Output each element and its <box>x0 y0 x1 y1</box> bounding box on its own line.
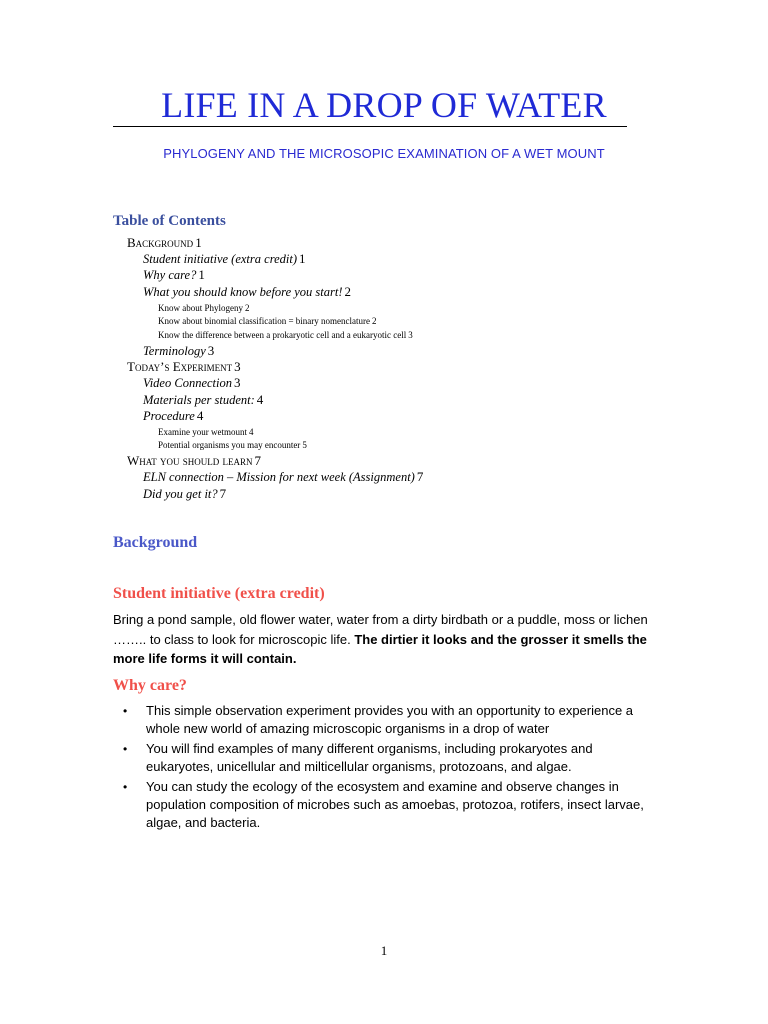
student-initiative-bold-text: The dirtier it looks and the grosser it smells the more life forms it will contain. <box>113 631 647 666</box>
section-heading-student-initiative: Student initiative (extra credit) <box>113 585 325 602</box>
bullet-icon: • <box>123 742 128 756</box>
bullet-icon: • <box>123 780 128 794</box>
list-item: • You can study the ecology of the ecosystem and examine and observe changes in population composition of microbes such as amoebas, protozoa, rotifers, insect larvae, algae, and bacteria. <box>123 779 644 830</box>
document-page: LIFE IN A DROP OF WATER PHYLOGENY AND THE MICROSOPIC EXAMINATION OF A WET MOUNT Table of Contents Background 1 Student initiative (extra credit) 1 Why care? 1 What you should know before you start! 2 Know about Phylogeny 2 Know about binomial classification = binary nomenclature 2 Know the difference between a prokaryotic cell and a eukaryotic cell 3 Terminology 3 Today’s Experiment 3 Video Connection 3 Materials per student: 4 Procedure 4 Examine your wetmount 4 Potential organisms you may encounter 5 What you should learn 7 ELN connection – Mission for next week (Assignment) 7 Did you get it? 7 Background Student initiative (extra credit) Bring a pond sample, old flower water, water from a dirty birdbath or a puddle, moss or lichen …….. to class to look for microscopic life. The dirtier it looks and the grosser it smells the more life forms it will contain. Why care? • This simple observation experiment provides you with an opportunity to experience a whole new world of amazing microscopic organisms in a drop of water • You will find examples of many different organisms, including prokaryotes and eukaryotes, unicellular and milticellular organisms, protozoans, and algae. • You can study the ecology of the ecosystem and examine and observe changes in population composition of microbes such as amoebas, protozoa, rotifers, insect larvae, algae, and bacteria. 1 <box>0 0 768 1024</box>
page-number: 1 <box>380 943 388 958</box>
bullet-icon: • <box>123 704 128 718</box>
list-item: • You will find examples of many different organisms, including prokaryotes and eukaryotes, unicellular and milticellular organisms, protozoans, and algae. <box>123 741 593 774</box>
student-initiative-paragraph <box>113 610 658 669</box>
document-subtitle: PHYLOGENY AND THE MICROSOPIC EXAMINATION OF A WET MOUNT <box>163 146 605 161</box>
section-heading-background: Background <box>113 534 198 551</box>
list-item: • This simple observation experiment provides you with an opportunity to experience a whole new world of amazing microscopic organisms in a drop of water <box>123 703 634 736</box>
toc-heading: Table of Contents <box>113 213 226 229</box>
title-underline <box>113 126 627 127</box>
student-initiative-text: Bring a pond sample, old flower water, water from a dirty birdbath or a puddle, moss or lichen …….. to class to look for microscopic life. <box>113 612 648 647</box>
section-heading-why-care: Why care? <box>113 677 187 694</box>
document-title: LIFE IN A DROP OF WATER <box>161 85 607 125</box>
why-care-list <box>113 702 658 834</box>
